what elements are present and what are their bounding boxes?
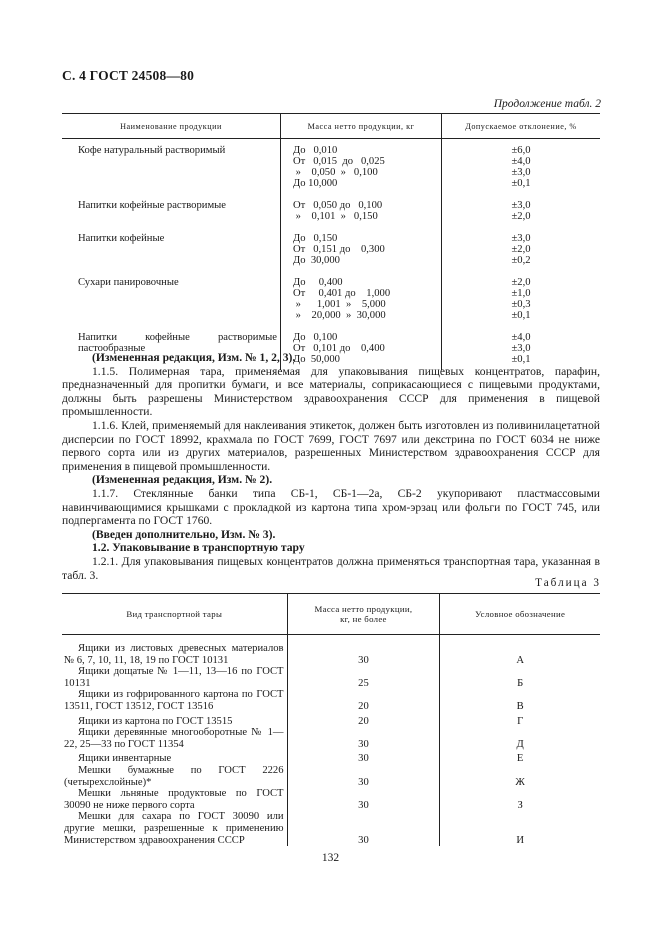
table-row [62,266,600,321]
amendment-note: (Введен дополнительно, Изм. № 3). [92,527,276,541]
table-row [62,689,600,712]
max-net-mass: 30 [287,727,440,750]
container-type: Ящики инвентарные [78,753,172,765]
table-3 [62,593,600,846]
product-name: Сухари панировочные [78,277,179,288]
column-header: Допускаемое отклонение, % [442,114,601,139]
body-text [62,351,600,582]
max-net-mass: 30 [287,635,440,667]
table-row [62,788,600,811]
column-header: Масса нетто продукции, кг, не более [287,594,440,635]
container-type: Мешки льняные продуктовые по ГОСТ 30090 не ниже первого сорта [64,788,284,811]
container-code: И [440,811,600,846]
tolerance: ±3,0 ±2,0 [511,200,531,222]
table-header-row [62,594,600,635]
max-net-mass: 20 [287,713,440,728]
table-row [62,139,600,190]
max-net-mass: 30 [287,765,440,788]
max-net-mass: 20 [287,689,440,712]
container-type: Мешки для сахара по ГОСТ 30090 или другие мешки, разрешенные к применению Министерством здравоохранения СССР [64,811,284,846]
paragraph-1-2-1: 1.2.1. Для упаковывания пищевых концентратов должна применяться транспортная тара, указанная в табл. 3. [62,554,600,582]
amendment-note: (Измененная редакция, Изм. № 2). [92,473,273,487]
page-header: С. 4 ГОСТ 24508—80 [62,68,195,83]
column-header: Вид транспортной тары [62,594,287,635]
container-code: А [440,635,600,667]
table-row [62,713,600,728]
column-header: Масса нетто продукции, кг [281,114,442,139]
max-net-mass: 30 [287,811,440,846]
table-row [62,222,600,266]
column-header: Условное обозначение [440,594,600,635]
container-code: Д [440,727,600,750]
container-type: Ящики дощатые № 1—11, 13—16 по ГОСТ 10131 [64,666,284,689]
max-net-mass: 25 [287,666,440,689]
container-code: Г [440,713,600,728]
column-header: Наименование продукции [62,114,281,139]
max-net-mass: 30 [287,750,440,765]
table-row [62,635,600,667]
container-code: З [440,788,600,811]
container-type: Ящики деревянные многооборотные № 1—22, 25—33 по ГОСТ 11354 [64,727,284,750]
container-code: Б [440,666,600,689]
container-type: Мешки бумажные по ГОСТ 2226 (четырехслойные)* [64,764,284,788]
net-mass: До 0,400 От 0,401 до 1,000 » 1,001 » 5,000 » 20,000 » 30,000 [293,277,391,321]
table-row [62,666,600,689]
container-type: Ящики из гофрированного картона по ГОСТ 13511, ГОСТ 13512, ГОСТ 13516 [64,689,284,712]
page-number: 132 [321,852,340,864]
product-name: Напитки кофейные [78,233,165,244]
table3-caption: Таблица 3 [535,577,601,589]
tolerance: ±4,0 ±3,0 ±0,1 [511,332,531,365]
product-name: Кофе натуральный растворимый [78,145,226,156]
product-name: Напитки кофейные растворимые [78,200,226,211]
table-row [62,727,600,750]
net-mass: До 0,010 От 0,015 до 0,025 » 0,050 » 0,100 До 10,000 [293,145,385,189]
table-header-row [62,114,600,139]
paragraph-1-1-7: 1.1.7. Стеклянные банки типа СБ-1, СБ-1—2а, СБ-2 укупоривают пластмассовыми навинчивающимися крышками с прокладкой из картона типа хром-эрзац или фольги по ГОСТ 745, или подпергамента по ГОСТ 1760. [62,486,600,528]
tolerance: ±3,0 ±2,0 ±0,2 [511,233,531,266]
container-code: Ж [440,765,600,788]
net-mass: От 0,050 до 0,100 » 0,101 » 0,150 [293,200,383,222]
table-row [62,765,600,788]
amendment-note: (Измененная редакция, Изм. № 1, 2, 3). [92,351,296,364]
table-row [62,811,600,846]
paragraph-1-1-6: 1.1.6. Клей, применяемый для наклеивания этикеток, должен быть изготовлен из поливинилацетатной дисперсии по ГОСТ 18992, крахмала по ГОСТ 7699, ГОСТ 7697 или декстрина по ГОСТ 6034 не ниже первого сорта или из других материалов, разрешенных Министерством здравоохранения СССР для применения в пищевой промышленности. [62,418,600,473]
container-code: Е [440,750,600,765]
table-row [62,750,600,765]
container-type: Ящики из картона по ГОСТ 13515 [78,715,233,727]
product-name: Напитки кофейные растворимые пастообразные [78,332,277,354]
container-code: В [440,689,600,712]
container-type: Ящики из листовых древесных материалов № 6, 7, 10, 11, 18, 19 по ГОСТ 10131 [64,643,284,666]
section-heading: 1.2. Упаковывание в транспортную тару [92,541,305,555]
net-mass: До 0,150 От 0,151 до 0,300 До 30,000 [293,233,385,266]
table-row [62,189,600,222]
max-net-mass: 30 [287,788,440,811]
tolerance: ±2,0 ±1,0 ±0,3 ±0,1 [511,277,531,321]
paragraph-1-1-5: 1.1.5. Полимерная тара, применяемая для упаковывания пищевых концентратов, парафин, предназначенный для пропитки бумаги, и все материалы, соприкасающиеся с пищевыми продуктами, должны быть разрешены Министерством здравоохранения СССР для применения в пищевой промышленности. [62,364,600,419]
tolerance: ±6,0 ±4,0 ±3,0 ±0,1 [511,145,531,189]
net-mass: До 0,100 От 0,101 до 0,400 До 50,000 [293,332,385,365]
table2-continuation-label: Продолжение табл. 2 [493,98,601,110]
table-2 [62,113,600,370]
